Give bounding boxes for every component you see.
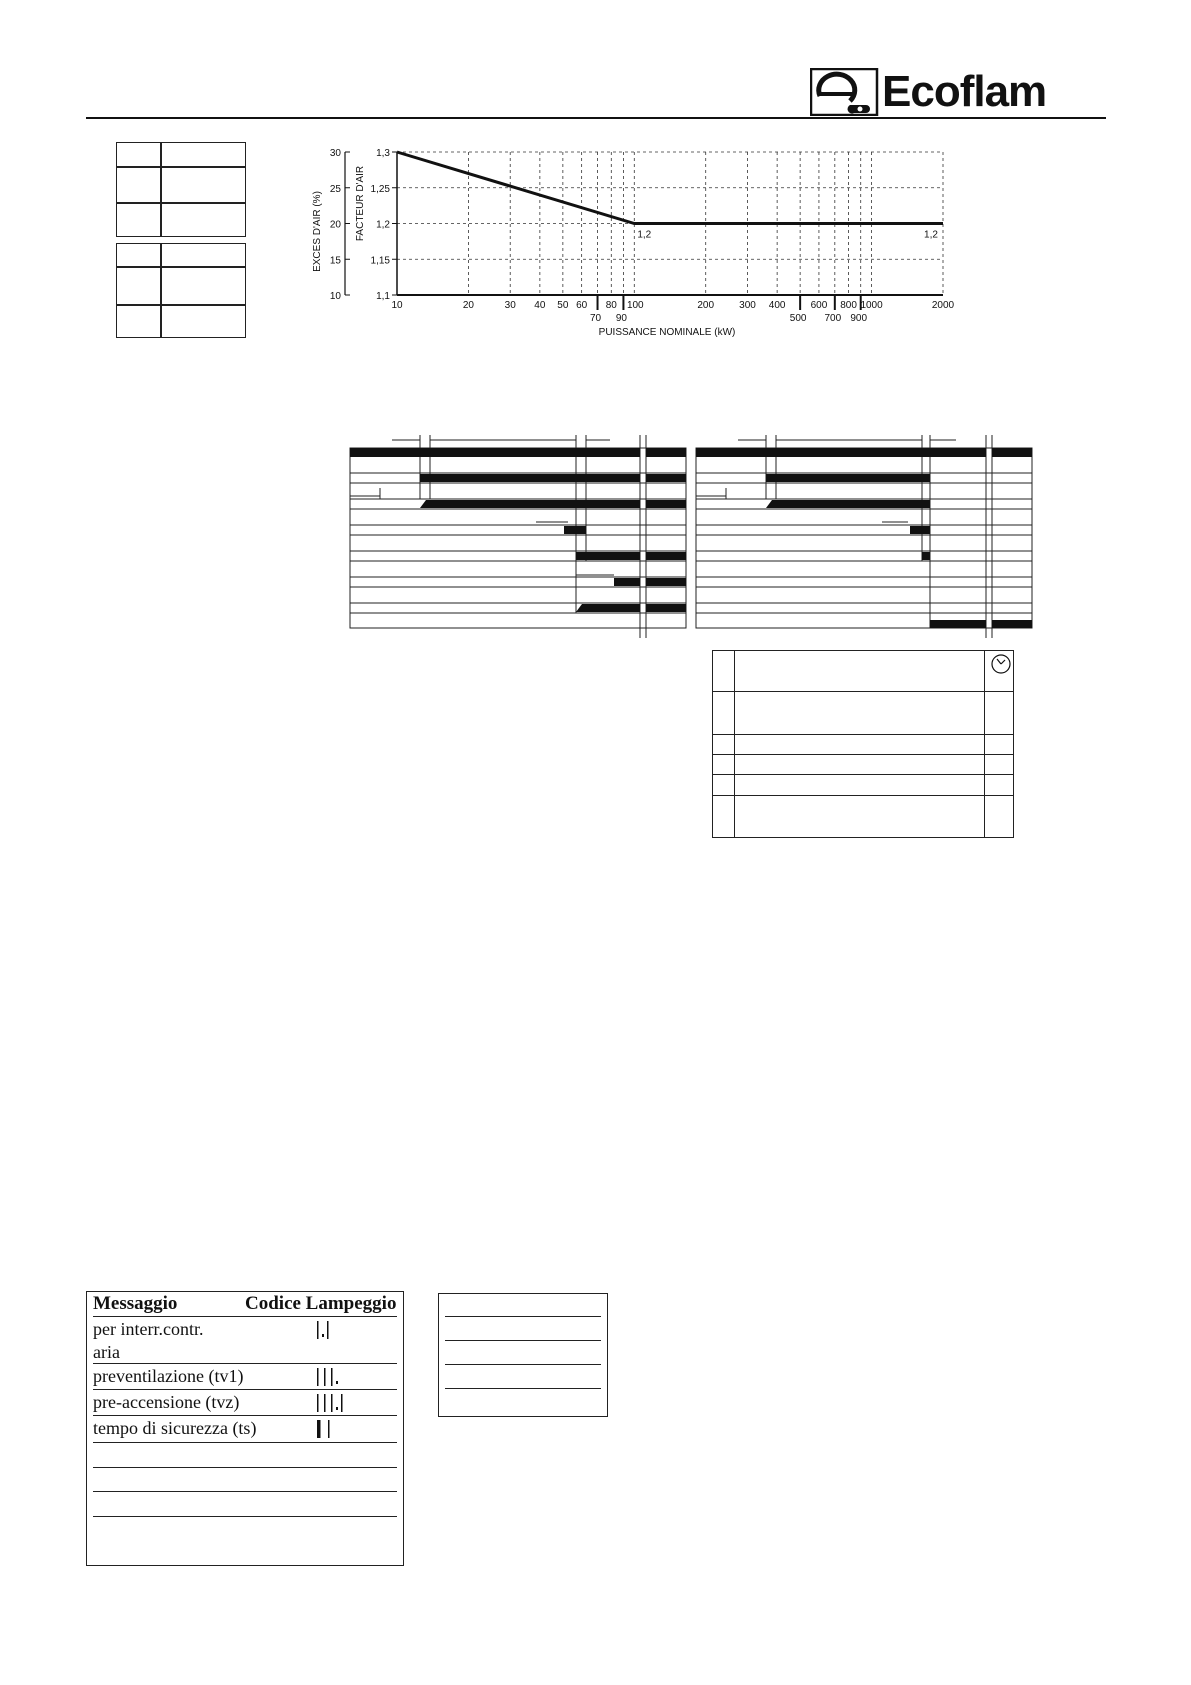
x-tick-label: 600	[810, 300, 828, 311]
y-tick-label-excess: 15	[329, 255, 341, 267]
row-label: per interr.contr. aria	[93, 1319, 204, 1362]
table-box-2	[116, 243, 246, 338]
table-header	[93, 1292, 397, 1317]
timing-legend-box	[712, 650, 1014, 838]
x-tick-label: 30	[504, 300, 516, 311]
row-label: preventilazione (tv1)	[93, 1366, 244, 1386]
y-axis-title-excess: EXCES D'AIR (%)	[312, 191, 323, 272]
y-axis-title-factor: FACTEUR D'AIR	[355, 165, 366, 242]
y-tick-label-excess: 20	[329, 219, 341, 231]
x-tick-label: 70	[589, 313, 602, 324]
x-tick-label: 700	[824, 313, 842, 324]
y-tick-label-excess: 25	[329, 183, 341, 195]
x-tick-label: 500	[789, 313, 807, 324]
annotation-label: 1,2	[637, 229, 652, 241]
annotation-label: 1,2	[924, 229, 938, 241]
x-tick-label: 1000	[860, 300, 883, 311]
clock-icon	[990, 653, 1012, 675]
flash-code-3	[317, 1390, 397, 1414]
x-axis-title: PUISSANCE NOMINALE (kW)	[598, 327, 736, 338]
header-code: Codice Lampeggio	[245, 1293, 397, 1314]
x-tick-label: 2000	[931, 300, 955, 311]
header-message: Messaggio	[93, 1293, 178, 1314]
flash-code-2	[317, 1364, 397, 1388]
table-row	[93, 1468, 397, 1492]
flash-code-table	[86, 1291, 404, 1566]
table-row	[93, 1364, 397, 1390]
row-label: tempo di sicurezza (ts)	[93, 1418, 257, 1438]
x-tick-label: 80	[605, 300, 617, 311]
x-tick-label: 900	[850, 313, 868, 324]
y-tick-label-excess: 30	[329, 148, 341, 159]
x-tick-label: 50	[557, 300, 569, 311]
table-row	[93, 1416, 397, 1443]
timing-diagram-left	[348, 430, 688, 645]
brand-logo	[810, 68, 1100, 116]
x-tick-label: 400	[768, 300, 786, 311]
logo-mark-icon	[810, 68, 882, 116]
y-tick-label-factor: 1,1	[376, 291, 390, 302]
y-tick-label-factor: 1,3	[376, 148, 390, 159]
x-tick-label: 40	[534, 300, 546, 311]
air-factor-chart	[300, 140, 960, 350]
x-tick-label: 20	[462, 300, 474, 311]
y-tick-label-factor: 1,15	[370, 255, 390, 267]
timing-diagram-right	[694, 430, 1034, 645]
table-row	[93, 1317, 397, 1364]
x-tick-label: 10	[391, 300, 403, 311]
table-row	[93, 1443, 397, 1468]
x-tick-label: 90	[615, 313, 627, 324]
x-tick-label: 200	[697, 300, 715, 311]
y-tick-label-factor: 1,2	[376, 219, 390, 231]
row-label: pre-accensione (tvz)	[93, 1392, 240, 1412]
empty-table-box	[438, 1293, 608, 1417]
y-tick-label-factor: 1,25	[370, 183, 390, 195]
x-tick-label: 300	[739, 300, 756, 311]
flash-code-4	[317, 1416, 397, 1440]
x-tick-label: 100	[626, 300, 644, 311]
x-tick-label: 60	[576, 300, 588, 311]
table-row	[93, 1492, 397, 1517]
header-rule	[86, 117, 1106, 119]
table-box-1	[116, 142, 246, 237]
table-row	[93, 1390, 397, 1416]
brand-name: Ecoflam	[882, 67, 1047, 116]
x-tick-label: 800	[840, 300, 857, 311]
y-tick-label-excess: 10	[329, 291, 341, 302]
flash-code-1	[317, 1317, 397, 1341]
